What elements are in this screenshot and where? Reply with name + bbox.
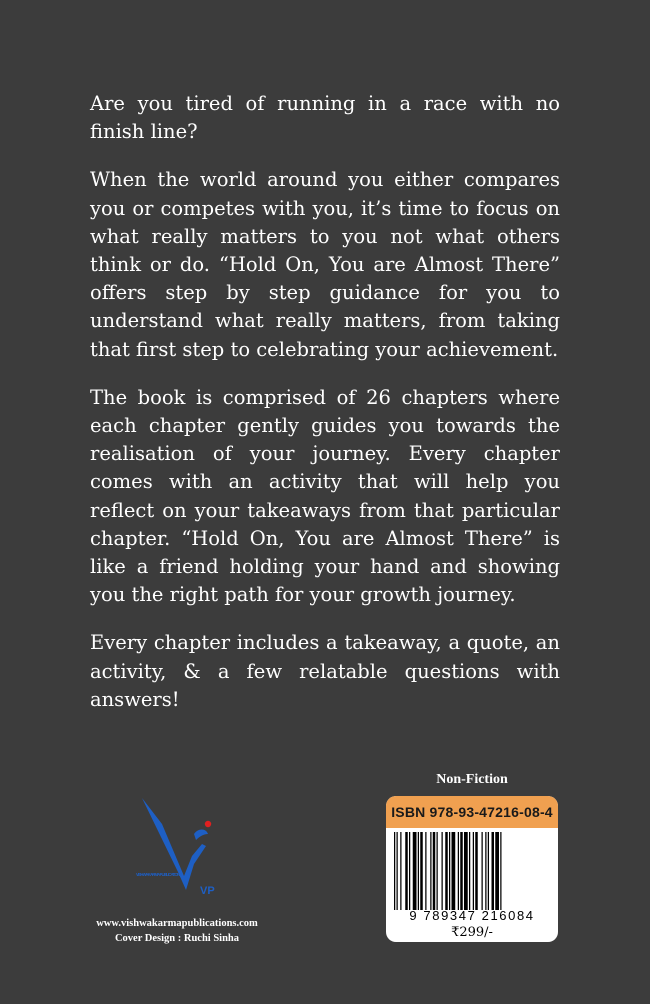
blurb-paragraph-1: Are you tired of running in a race with no finish line?	[90, 92, 560, 144]
barcode-bar	[405, 832, 408, 910]
barcode-bar	[433, 832, 436, 910]
blurb-paragraph-2: When the world around you either compares you or competes with you, it’s time to focus on what really matters to you not what others think or do. “Hold On, You are Almost There” offers step by step guidance for you to understand what really matters, from taking that first step to celebrating your achievement.	[90, 168, 560, 361]
back-cover-blurb	[90, 90, 560, 734]
barcode-bar	[418, 832, 419, 910]
blurb-paragraph-3: The book is comprised of 26 chapters where each chapter gently guides you towards the realisation of your journey. Every chapter comes with an activity that will help you reflect on your takeaways from that particular chapter. “Hold On, You are Almost There” is like a friend holding your hand and showing you the right path for your growth journey.	[90, 385, 560, 607]
barcode-bar	[495, 832, 499, 910]
blurb-paragraph-4: Every chapter includes a takeaway, a quote, an activity, & a few relatable questions with answers!	[90, 631, 560, 711]
barcode-bar	[413, 832, 417, 910]
barcode-bar	[485, 832, 486, 910]
barcode-bar	[449, 832, 450, 910]
vp-bird-logo-icon	[134, 794, 234, 904]
barcode-bar	[409, 832, 410, 910]
barcode-bar	[400, 832, 401, 910]
barcode-bar	[442, 832, 443, 910]
barcode-bar	[394, 832, 395, 910]
barcode-bar	[420, 832, 423, 910]
barcode-bar	[488, 832, 489, 910]
barcode-bar	[469, 832, 470, 910]
barcode-bar	[500, 832, 501, 910]
barcode-bar	[473, 832, 474, 910]
barcode-bar	[425, 832, 426, 910]
isbn-barcode-panel	[386, 796, 558, 942]
barcode-bars	[392, 832, 552, 910]
barcode-bar	[437, 832, 438, 910]
barcode-bar	[430, 832, 431, 910]
barcode-bar	[460, 832, 463, 910]
barcode-bar	[397, 832, 398, 910]
book-price: ₹299/-	[451, 925, 493, 940]
logo-publisher-name: VISHWAKARMA PUBLICATIONS	[136, 872, 182, 877]
barcode-bar	[445, 832, 448, 910]
barcode-bar	[482, 832, 483, 910]
genre-label: Non-Fiction	[436, 772, 508, 787]
isbn-number: ISBN 978-93-47216-08-4	[386, 796, 558, 828]
barcode-bar	[492, 832, 495, 910]
publisher-website: www.vishwakarmapublications.com	[96, 918, 258, 929]
logo-mark-text: VP	[200, 885, 215, 897]
barcode-bar	[458, 832, 459, 910]
barcode-digits: 9 789347 216084	[409, 908, 535, 923]
barcode-bar	[475, 832, 478, 910]
barcode-bar	[452, 832, 456, 910]
cover-design-credit: Cover Design : Ruchi Sinha	[114, 933, 240, 944]
barcode-bar	[464, 832, 468, 910]
